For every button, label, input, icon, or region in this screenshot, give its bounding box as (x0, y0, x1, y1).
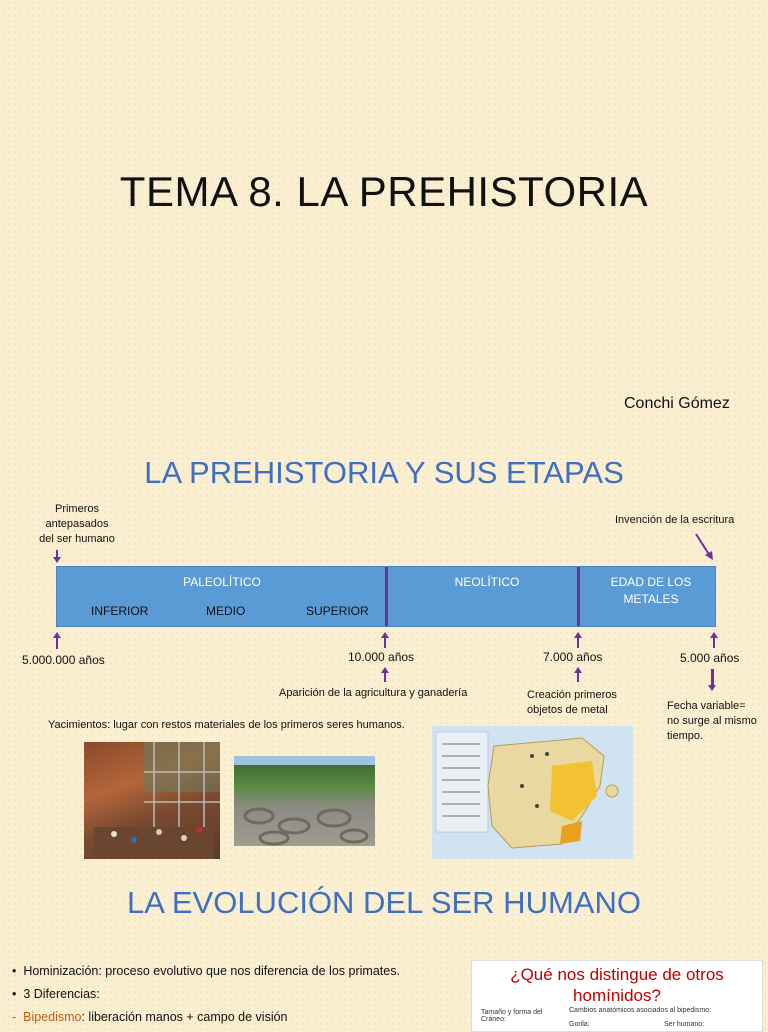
year-writing: 5.000 años (680, 651, 740, 665)
iberia-map (432, 726, 633, 859)
arrow-up-metal (577, 672, 579, 682)
arrow-up-agri (384, 672, 386, 682)
divider-metales (577, 567, 580, 626)
bullet-hominizacion: • Hominización: proceso evolutivo que nos diferencia de los primates. (12, 964, 400, 978)
timeline-bar (56, 566, 716, 627)
label-superior: SUPERIOR (306, 604, 369, 618)
hominid-col-skull: Tamaño y forma del Cráneo: (481, 1009, 543, 1023)
divider-neolitico (385, 567, 388, 626)
year-metales: 7.000 años (543, 650, 603, 664)
note-writing: Invención de la escritura (615, 514, 735, 526)
note-metal: Creación primeros objetos de metal (527, 689, 617, 716)
bullet-diferencias: • 3 Diferencias: (12, 987, 100, 1001)
hominid-col-gorilla: Gorila: (569, 1021, 590, 1028)
arrow-up-metales (577, 637, 579, 648)
arrow-up-writing (713, 637, 715, 648)
arrow-down-variable (711, 669, 714, 686)
section-title-etapas: LA PREHISTORIA Y SUS ETAPAS (144, 455, 624, 490)
hominid-col-human: Ser humano: (664, 1021, 705, 1028)
arrow-up-neolitico (384, 637, 386, 648)
hominid-comparison-image (471, 960, 763, 1032)
settlement-stones (234, 756, 375, 846)
note-agriculture: Aparición de la agricultura y ganadería (279, 687, 468, 699)
main-title: TEMA 8. LA PREHISTORIA (119, 168, 649, 215)
label-neolitico: NEOLÍTICO (454, 575, 520, 589)
year-neolitico: 10.000 años (348, 650, 415, 664)
excavation-scaffold (84, 742, 220, 859)
arrow-down-start (56, 550, 58, 558)
label-medio: MEDIO (206, 604, 246, 618)
hominid-col-changes: Cambios anatómicos asociados al bipedismo: (569, 1007, 712, 1014)
hominid-title: ¿Qué nos distingue de otros homínidos? (510, 965, 724, 1005)
author-name: Conchi Gómez (624, 395, 730, 412)
note-first-ancestors: Primeros antepasados del ser humano (39, 503, 115, 545)
label-inferior: INFERIOR (91, 604, 149, 618)
label-edad-metales: EDAD DE LOS METALES (610, 575, 692, 606)
year-start: 5.000.000 años (22, 653, 105, 667)
yacimientos-text: Yacimientos: lugar con restos materiales de los primeros seres humanos. (48, 719, 405, 731)
bullet-bipedismo: - Bipedismo: liberación manos + campo de visión (12, 1010, 288, 1024)
arrow-up-start (56, 637, 58, 649)
excavation-photo (84, 742, 220, 859)
note-variable: Fecha variable= no surge al mismo tiempo. (667, 700, 757, 742)
arrow-writing (694, 532, 716, 562)
iberia-map-shape (432, 726, 633, 859)
evolution-bullets (12, 960, 400, 1029)
section-title-evolucion: LA EVOLUCIÓN DEL SER HUMANO (127, 885, 641, 920)
label-paleolitico: PALEOLÍTICO (183, 575, 261, 589)
settlement-photo (234, 756, 375, 846)
